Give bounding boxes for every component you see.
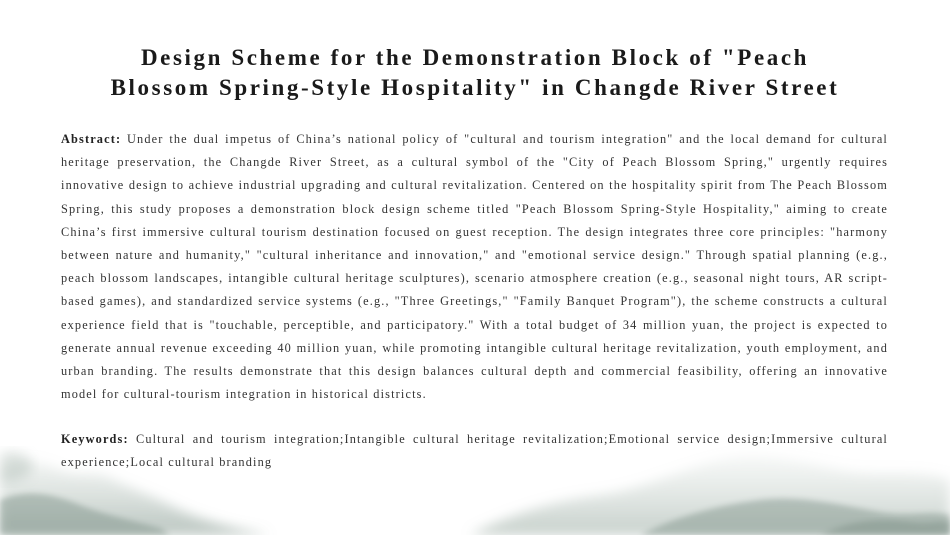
keywords-text: Cultural and tourism integration;Intangible cultural heritage revitalization;Emotional service design;Immersive cultural experience;Local cultural branding (61, 432, 888, 470)
page-title (40, 43, 910, 103)
keywords-label: Keywords: (61, 432, 129, 446)
keywords-paragraph (61, 428, 888, 474)
abstract-paragraph (61, 128, 888, 406)
abstract-text: Under the dual impetus of China’s national policy of "cultural and tourism integration" and the local demand for cultural heritage preservation, the Changde River Street, as a cultural symbol of the "City of Peach Blossom Spring," urgently requires innovative design to achieve industrial upgrading and cultural revitalization. Centered on the hospitality spirit from The Peach Blossom Spring, this study proposes a demonstration block design scheme titled "Peach Blossom Spring-Style Hospitality," aiming to create China’s first immersive cultural tourism destination focused on guest reception. The design integrates three core principles: "harmony between nature and humanity," "cultural inheritance and innovation," and "emotional service design." Through spatial planning (e.g., peach blossom landscapes, intangible cultural heritage sculptures), scenario atmosphere creation (e.g., seasonal night tours, AR script-based games), and standardized service systems (e.g., "Three Greetings," "Family Banquet Program"), the scheme constructs a cultural experience field that is "touchable, perceptible, and participatory." With a total budget of 34 million yuan, the project is expected to generate annual revenue exceeding 40 million yuan, while promoting intangible cultural heritage revitalization, youth employment, and urban branding. The results demonstrate that this design balances cultural depth and commercial feasibility, offering an innovative model for cultural-tourism integration in historical districts. (61, 132, 888, 402)
title-line-1: Design Scheme for the Demonstration Block of "Peach (140, 45, 810, 70)
title-line-2: Blossom Spring-Style Hospitality" in Changde River Street (110, 75, 840, 100)
abstract-label: Abstract: (61, 132, 122, 146)
